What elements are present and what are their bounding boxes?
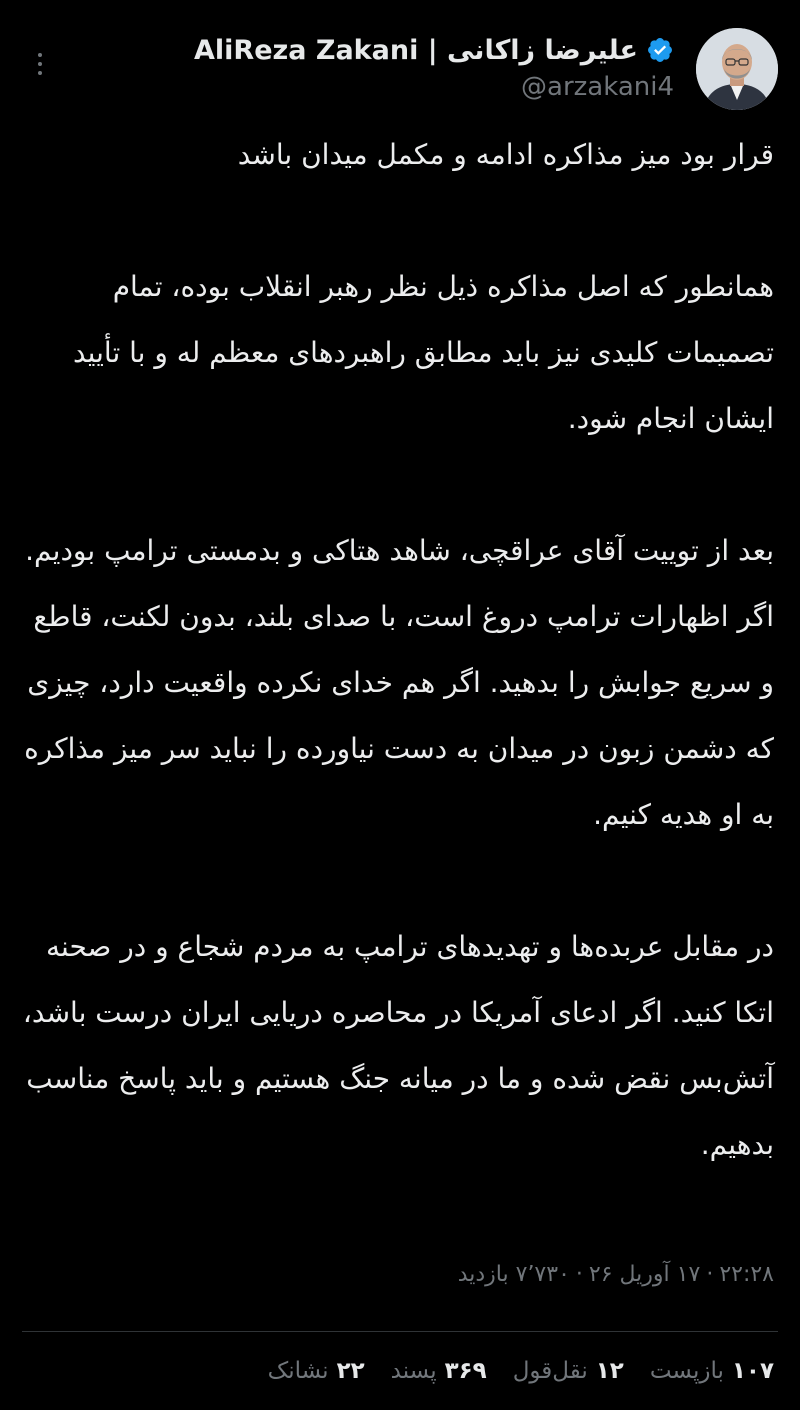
more-dot: [38, 71, 42, 75]
bookmarks-label: نشانک: [267, 1358, 329, 1384]
more-dot: [38, 62, 42, 66]
tweet-paragraph: بعد از توییت آقای عراقچی، شاهد هتاکی و بدمستی ترامپ بودیم. اگر اظهارات ترامپ دروغ است، با صدای بلند، بدون لکنت، قاطع و سریع جوابش را بدهید. اگر هم خدای نکرده واقعیت دارد، چیزی که دشمن زبون در میدان به دست نیاورده را نباید سر میز مذاکره به او هدیه کنیم.: [24, 534, 774, 831]
meta-separator: ·: [706, 1262, 714, 1287]
tweet-paragraph: در مقابل عربده‌ها و تهدیدهای ترامپ به مردم شجاع و در صحنه اتکا کنید. اگر ادعای آمریکا در محاصره دریایی ایران درست باشد، آتش‌بس نقض شده و ما در میانه جنگ هستیم و باید پاسخ مناسب بدهیم.: [22, 930, 774, 1161]
tweet-header: [0, 24, 800, 120]
bookmarks-count: ۲۲: [336, 1358, 365, 1384]
avatar[interactable]: [696, 28, 778, 110]
quotes-count: ۱۲: [595, 1358, 624, 1384]
tweet-date[interactable]: ۱۷ آوریل ۲۶: [588, 1262, 701, 1287]
reposts-count: ۱۰۷: [731, 1358, 774, 1384]
author-name-row: [194, 32, 674, 68]
quotes-label: نقل‌قول: [512, 1358, 588, 1384]
more-dot: [38, 53, 42, 57]
author-identity[interactable]: [194, 32, 674, 102]
likes-label: پسند: [390, 1358, 437, 1384]
meta-separator: ·: [575, 1262, 583, 1287]
views-label: بازدید: [457, 1262, 509, 1287]
tweet-time[interactable]: ۲۲:۲۸: [719, 1262, 774, 1287]
author-display-name[interactable]: علیرضا زاکانی | AliReza Zakani: [194, 34, 638, 66]
engagement-stats: [268, 1358, 774, 1384]
reposts-label: بازپست: [649, 1358, 724, 1384]
tweet-paragraph: قرار بود میز مذاکره ادامه و مکمل میدان باشد: [237, 138, 774, 171]
tweet-meta: [458, 1262, 774, 1287]
verified-badge-icon: [646, 36, 674, 64]
bookmarks-stat[interactable]: [268, 1358, 365, 1384]
likes-count: ۳۶۹: [444, 1358, 487, 1384]
divider: [22, 1331, 778, 1332]
reposts-stat[interactable]: [650, 1358, 774, 1384]
avatar-photo: [696, 28, 778, 110]
more-options-button[interactable]: [28, 46, 52, 82]
tweet-text: [22, 122, 774, 1178]
tweet-paragraph: همانطور که اصل مذاکره ذیل نظر رهبر انقلاب بوده، تمام تصمیمات کلیدی نیز باید مطابق راهبردهای معظم له و با تأیید ایشان انجام شود.: [72, 270, 774, 435]
likes-stat[interactable]: [391, 1358, 487, 1384]
quotes-stat[interactable]: [513, 1358, 624, 1384]
author-handle[interactable]: @arzakani4: [521, 72, 674, 102]
views-count: ۷٬۷۳۰: [515, 1262, 570, 1287]
